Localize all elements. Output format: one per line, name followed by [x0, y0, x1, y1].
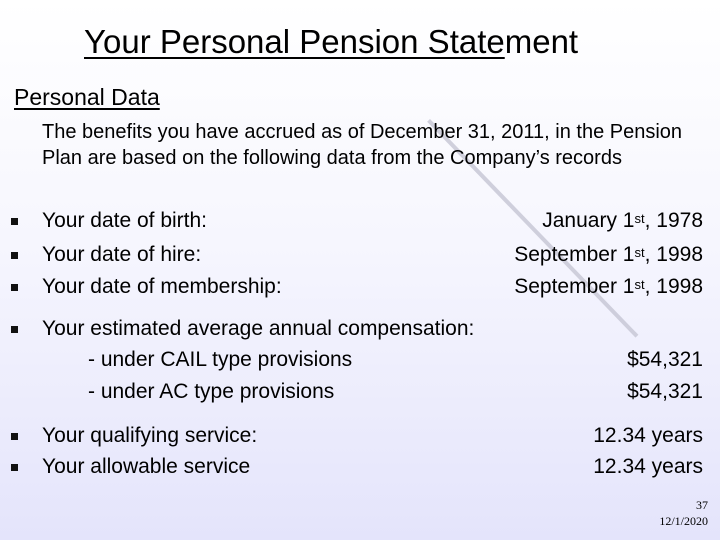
- bullet-icon: [11, 284, 18, 291]
- cail-provision-label: - under CAIL type provisions: [88, 348, 353, 371]
- intro-paragraph: The benefits you have accrued as of December 31, 2011, in the Pension Plan are based on the following data from the Company’s records: [42, 121, 683, 169]
- birth-date-value-sup: st: [634, 211, 645, 226]
- title-rest-text: ment: [504, 23, 579, 60]
- bullet-icon: [11, 433, 18, 440]
- slide-title: [84, 22, 578, 62]
- title-underlined-text: Your Personal Pension State: [84, 23, 505, 60]
- bullet-icon: [11, 252, 18, 259]
- hire-date-label: Your date of hire:: [42, 243, 202, 266]
- membership-date-label: Your date of membership:: [42, 275, 282, 298]
- membership-date-value: [514, 273, 703, 301]
- membership-date-value-year: , 1998: [644, 275, 703, 298]
- bullet-icon: [11, 218, 18, 225]
- qualifying-service-label: Your qualifying service:: [42, 424, 258, 447]
- membership-date-value-sup: st: [634, 277, 645, 292]
- birth-date-value-year: , 1978: [644, 209, 703, 232]
- page-number: 37: [696, 498, 708, 512]
- section-heading: Personal Data: [14, 84, 160, 110]
- bullet-icon: [11, 326, 18, 333]
- cail-provision-value: $54,321: [627, 348, 703, 371]
- hire-date-value-main: September 1: [514, 243, 635, 266]
- compensation-label: Your estimated average annual compensation:: [42, 317, 475, 340]
- hire-date-value-year: , 1998: [644, 243, 703, 266]
- hire-date-value-sup: st: [634, 245, 645, 260]
- ac-provision-value: $54,321: [627, 380, 703, 403]
- allowable-service-value: 12.34 years: [593, 455, 703, 478]
- birth-date-label: Your date of birth:: [42, 209, 208, 232]
- ac-provision-label: - under AC type provisions: [88, 380, 335, 403]
- membership-date-value-main: September 1: [514, 275, 635, 298]
- birth-date-value: [542, 207, 703, 235]
- birth-date-value-main: January 1: [542, 209, 635, 232]
- allowable-service-label: Your allowable service: [42, 455, 251, 478]
- hire-date-value: [514, 241, 703, 269]
- qualifying-service-value: 12.34 years: [593, 424, 703, 447]
- slide-date: 12/1/2020: [659, 514, 708, 528]
- bullet-icon: [11, 464, 18, 471]
